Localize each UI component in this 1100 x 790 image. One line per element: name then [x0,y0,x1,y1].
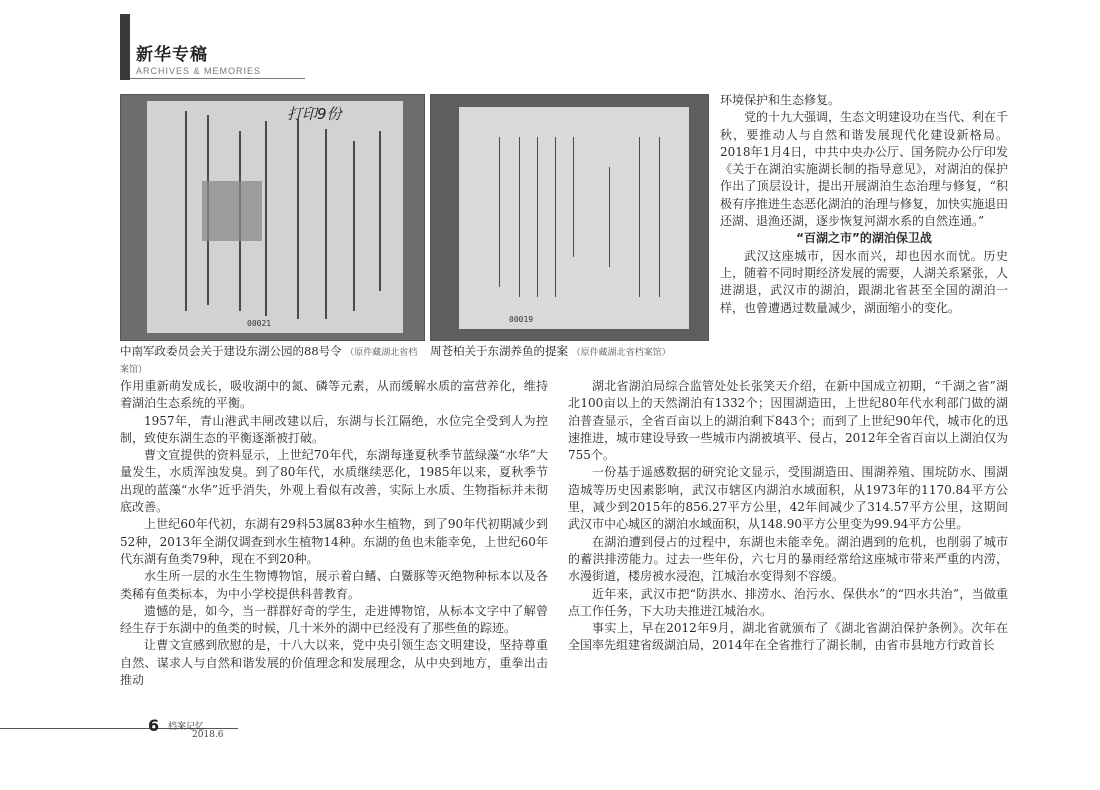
archive-page-number: 00019 [509,315,534,324]
paragraph: 作用重新萌发成长，吸收湖中的氮、磷等元素，从而缓解水质的富营养化，维持着湖泊生态系统的平衡。 [120,379,548,411]
paragraph: 环境保护和生态修复。 [720,93,841,107]
section-subtitle: ARCHIVES & MEMORIES [136,66,262,76]
paragraph: 曹文宣提供的资料显示，上世纪70年代，东湖每逢夏秋季节蓝绿藻“水华”大量发生，水质浑浊发臭。到了80年代，水质继续恶化，1985年以来，夏秋季节出现的蓝藻“水华”近乎消失，外观上看似有改善，实际上水质、生物指标并未彻底改善。 [120,448,548,515]
paragraph: 让曹文宣感到欣慰的是，十八大以来，党中央引领生态文明建设，坚持尊重自然、谋求人与自然和谐发展的价值理念和发展理念，从中央到地方，重拳出击推动 [120,638,548,688]
paragraph: 武汉这座城市，因水而兴，却也因水而忧。历史上，随着不同时期经济发展的需要，人湖关系紧张，人进湖退，武汉市的湖泊，跟湖北省甚至全国的湖泊一样，也曾遭遇过数量减少，湖面缩小的变化。 [720,248,1009,315]
caption-text: 周苍柏关于东湖养鱼的提案 [430,344,568,358]
document-sheet [147,101,403,333]
photo-1-caption [120,344,420,378]
caption-text: 中南军政委员会关于建设东湖公园的88号令 [120,344,342,358]
left-column [120,378,548,689]
paragraph: 水生所一层的水生生物博物馆，展示着白鳍、白鱀豚等灭绝物种标本以及各类稀有鱼类标本，为中小学校提供科普教育。 [120,569,548,601]
paragraph: 1957年，青山港武丰闸改建以后，东湖与长江隔绝，水位完全受到人为控制，致使东湖生态的平衡逐渐被打破。 [120,413,548,445]
archive-photo-1 [120,94,425,341]
section-heading: “百湖之市”的湖泊保卫战 [796,231,932,246]
paragraph: 事实上，早在2012年9月，湖北省就颁布了《湖北省湖泊保护条例》。次年在全国率先组建省级湖泊局，2014年在全省推行了湖长制，由省市县地方行政首长 [568,621,1008,653]
paragraph: 在湖泊遭到侵占的过程中，东湖也未能幸免。湖泊遇到的危机，也削弱了城市的蓄洪排涝能力。过去一些年份，六七月的暴雨经常给这座城市带来严重的内涝，水漫街道，楼房被水浸泡，江城治水变得刻不容缓。 [568,534,1008,584]
caption-source: （原件藏湖北省档案馆） [120,348,418,375]
document-sheet [459,107,689,329]
issue-date: 2018.6 [192,730,224,740]
paragraph: 一份基于遥感数据的研究论文显示，受围湖造田、围湖养殖、围垸防水、围湖造城等历史因素影响，武汉市辖区内湖泊水域面积，从1973年的1170.84平方公里，减少到2015年的856.27平方公里，42年间减少了314.57平方公里，这期间武汉市中心城区的湖泊水域面积，从148.90平方公里变为99.94平方公里。 [568,465,1008,532]
seal-stamp [202,181,262,241]
header-rule [130,78,305,79]
paragraph: 近年来，武汉市把“防洪水、排涝水、治污水、保供水”的“四水共治”，当做重点工作任务，下大功夫推进江城治水。 [568,586,1008,618]
paragraph: 上世纪60年代初，东湖有29科53属83种水生植物，到了90年代初期减少到52种，2013年全湖仅调查到水生植物14种。东湖的鱼也未能幸免，上世纪60年代东湖有鱼类79种，现在不到20种。 [120,517,548,566]
archive-photo-2 [430,94,709,341]
handwritten-note: 打印9份 [287,105,342,123]
header-accent-bar [120,14,130,80]
photo-2-caption [430,344,710,361]
caption-source: （原件藏湖北省档案馆） [571,348,671,358]
paragraph: 党的十九大强调，生态文明建设功在当代、利在千秋，要推动人与自然和谐发展现代化建设新格局。2018年1月4日，中共中央办公厅、国务院办公厅印发《关于在湖泊实施湖长制的指导意见》，对湖泊的保护作出了顶层设计，提出开展湖泊生态治理与修复，“积极有序推进生态恶化湖泊的治理与修复，加快实施退田还湖、退渔还湖，逐步恢复河湖水系的自然连通。” [720,110,1009,229]
magazine-name: 档案记忆 [168,722,205,732]
paragraph: 湖北省湖泊局综合监管处处长张笑天介绍，在新中国成立初期，“千湖之省”湖北100亩以上的天然湖泊有1332个；因围湖造田，上世纪80年代水利部门做的湖泊普查显示，全省百亩以上的湖泊剩下843个；而到了上世纪90年代，城市化的迅速推进，城市建设导致一些城市内湖被填平、侵占，2012年全省百亩以上湖泊仅为755个。 [568,379,1008,463]
page-number: 6 [148,716,160,735]
right-column [720,92,1008,317]
middle-column [568,378,1008,655]
paragraph: 遗憾的是，如今，当一群群好奇的学生，走进博物馆，从标本文字中了解曾经生存于东湖中的鱼类的时候，几十米外的湖中已经没有了那些鱼的踪迹。 [120,603,548,636]
section-title: 新华专稿 [136,45,208,65]
archive-page-number: 00021 [247,319,272,328]
